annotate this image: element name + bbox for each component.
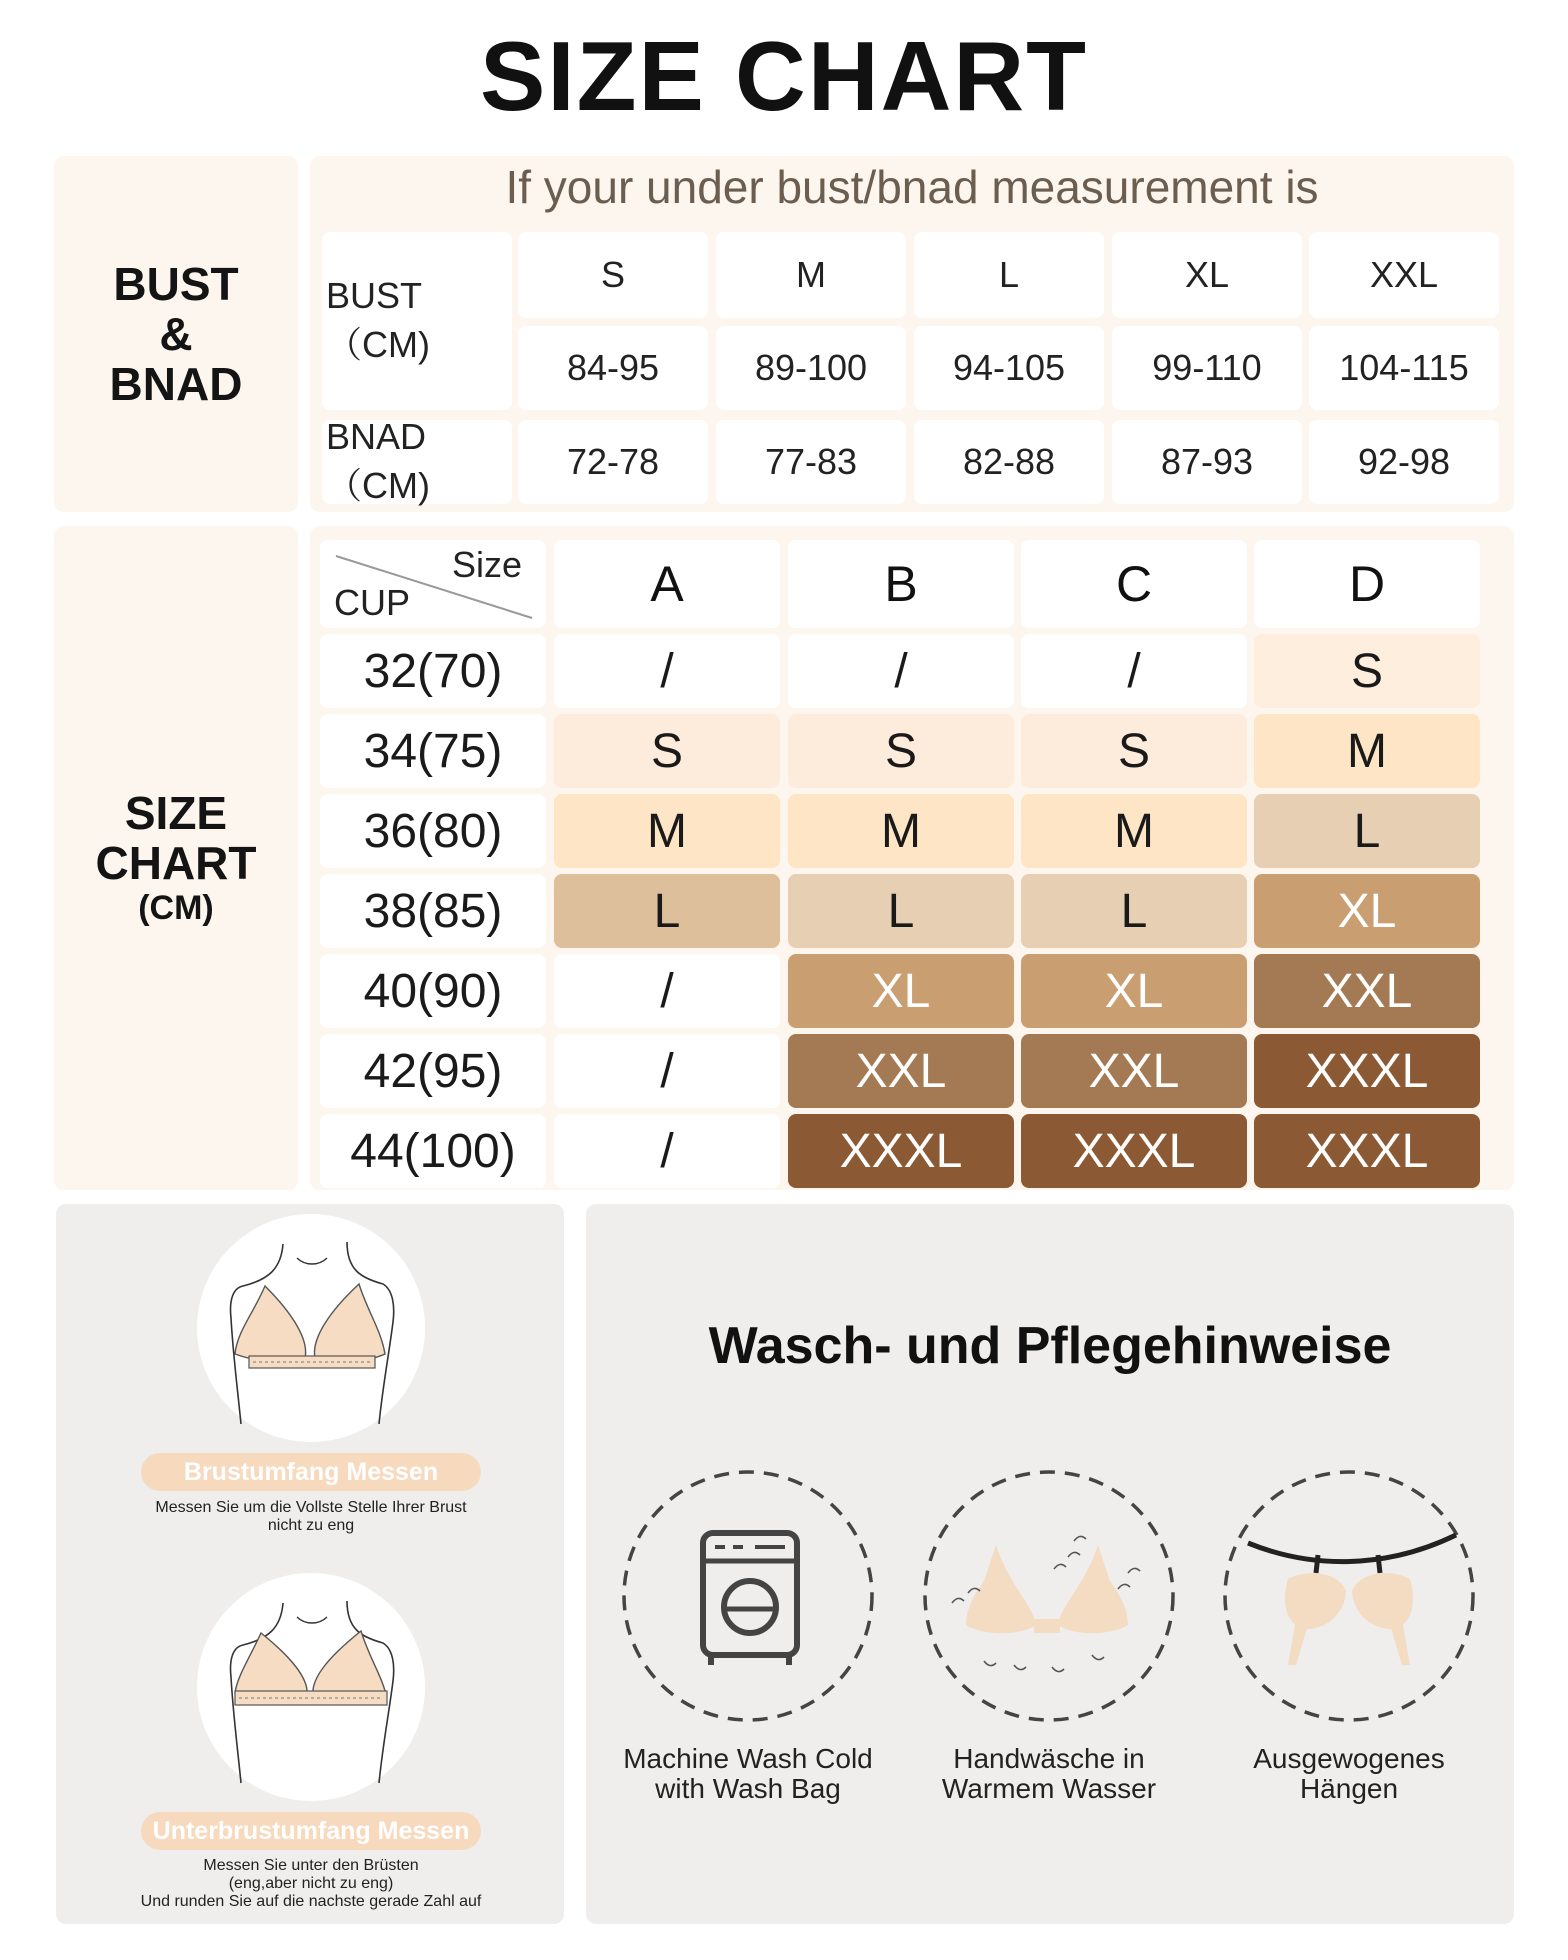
size-cell: S (788, 714, 1014, 788)
band-size-label: 34(75) (320, 714, 546, 788)
size-cell: XXXL (1021, 1114, 1247, 1188)
size-cell: XL (1021, 954, 1247, 1028)
size-cell: S (554, 714, 780, 788)
size-cell: / (554, 954, 780, 1028)
bnad-value-cell: 82-88 (914, 420, 1104, 504)
bnad-value-cell: 77-83 (716, 420, 906, 504)
note-line: Und runden Sie auf die nachste gerade Zahl auf (140, 1893, 482, 1910)
size-cell: XXL (788, 1034, 1014, 1108)
bust-size-header: M (716, 232, 906, 318)
size-cell: M (1254, 714, 1480, 788)
underbust-measure-note (86, 1857, 536, 1911)
size-cell: S (1254, 634, 1480, 708)
size-chart-side-label (54, 526, 298, 1190)
size-cell: XXXL (788, 1114, 1014, 1188)
size-cell: XXL (1021, 1034, 1247, 1108)
underbust-measure-pill: Unterbrustumfang Messen (141, 1812, 481, 1850)
bust-value-cell: 104-115 (1309, 326, 1499, 410)
size-cell: XXXL (1254, 1034, 1480, 1108)
band-size-label: 32(70) (320, 634, 546, 708)
size-cell: XL (788, 954, 1014, 1028)
care-label-hand-wash (889, 1744, 1209, 1804)
note-line: (eng,aber nicht zu eng) (228, 1875, 394, 1892)
note-line: Messen Sie unter den Brüsten (203, 1857, 419, 1874)
bust-value-cell: 99-110 (1112, 326, 1302, 410)
cup-header: A (554, 540, 780, 628)
size-cell: M (554, 794, 780, 868)
bust-size-header: XL (1112, 232, 1302, 318)
care-label-hang-dry (1189, 1744, 1509, 1804)
note-line: Messen Sie um die Vollste Stelle Ihrer Brust (155, 1499, 467, 1516)
band-size-label: 38(85) (320, 874, 546, 948)
size-cell: M (1021, 794, 1247, 868)
side-label-line: & (159, 308, 193, 360)
cup-header: D (1254, 540, 1480, 628)
bust-value-cell: 84-95 (518, 326, 708, 410)
bnad-value-cell: 72-78 (518, 420, 708, 504)
band-size-label: 42(95) (320, 1034, 546, 1108)
size-cell: / (554, 1114, 780, 1188)
cup-header: B (788, 540, 1014, 628)
care-label-machine-wash (588, 1744, 908, 1804)
bnad-row-label: BNAD（CM) (322, 420, 512, 504)
band-size-label: 36(80) (320, 794, 546, 868)
washing-machine-icon (621, 1469, 875, 1723)
size-cell: L (1254, 794, 1480, 868)
bnad-value-cell: 87-93 (1112, 420, 1302, 504)
side-label-unit: (CM) (138, 889, 214, 927)
corner-cup-label: CUP (334, 582, 411, 623)
note-line: nicht zu eng (267, 1517, 355, 1534)
bust-value-cell: 89-100 (716, 326, 906, 410)
care-label-line: Hängen (1299, 1773, 1399, 1804)
care-title: Wasch- und Pflegehinweise (708, 1317, 1392, 1375)
hand-wash-bra-icon (922, 1469, 1176, 1723)
size-cell: L (554, 874, 780, 948)
corner-size-label: Size (451, 544, 522, 585)
bust-measure-pill: Brustumfang Messen (141, 1453, 481, 1491)
side-label-line: SIZE (124, 787, 228, 839)
size-cell: XXL (1254, 954, 1480, 1028)
side-label-line: CHART (95, 837, 257, 889)
bust-bnad-side-label (54, 156, 298, 512)
size-cell: M (788, 794, 1014, 868)
page-title: SIZE CHART (480, 21, 1088, 131)
size-cell: / (788, 634, 1014, 708)
care-label-line: Machine Wash Cold (623, 1743, 873, 1774)
side-label-line: BNAD (109, 358, 243, 410)
bust-size-header: L (914, 232, 1104, 318)
bnad-value-cell: 92-98 (1309, 420, 1499, 504)
care-label-line: Warmem Wasser (941, 1773, 1157, 1804)
bust-table-heading: If your under bust/bnad measurement is (505, 161, 1319, 213)
band-size-label: 40(90) (320, 954, 546, 1028)
bust-value-cell: 94-105 (914, 326, 1104, 410)
care-label-line: Handwäsche in (953, 1743, 1145, 1774)
size-cell: / (554, 1034, 780, 1108)
size-cell: / (554, 634, 780, 708)
care-label-line: with Wash Bag (655, 1773, 841, 1804)
care-label-line: Ausgewogenes (1253, 1743, 1445, 1774)
bust-row-label: BUST（CM) (322, 232, 512, 410)
bust-size-header: XXL (1309, 232, 1499, 318)
bust-measure-illustration (197, 1214, 425, 1442)
bust-size-header: S (518, 232, 708, 318)
cup-header: C (1021, 540, 1247, 628)
band-size-label: 44(100) (320, 1114, 546, 1188)
hang-dry-bra-icon (1222, 1469, 1476, 1723)
size-cell: XXXL (1254, 1114, 1480, 1188)
size-cell: L (788, 874, 1014, 948)
size-cell: XL (1254, 874, 1480, 948)
bust-measure-note (86, 1499, 536, 1535)
side-label-line: BUST (113, 258, 239, 310)
size-cell: L (1021, 874, 1247, 948)
size-cell: S (1021, 714, 1247, 788)
underbust-measure-illustration (197, 1573, 425, 1801)
size-cell: / (1021, 634, 1247, 708)
size-table-corner (320, 540, 546, 628)
